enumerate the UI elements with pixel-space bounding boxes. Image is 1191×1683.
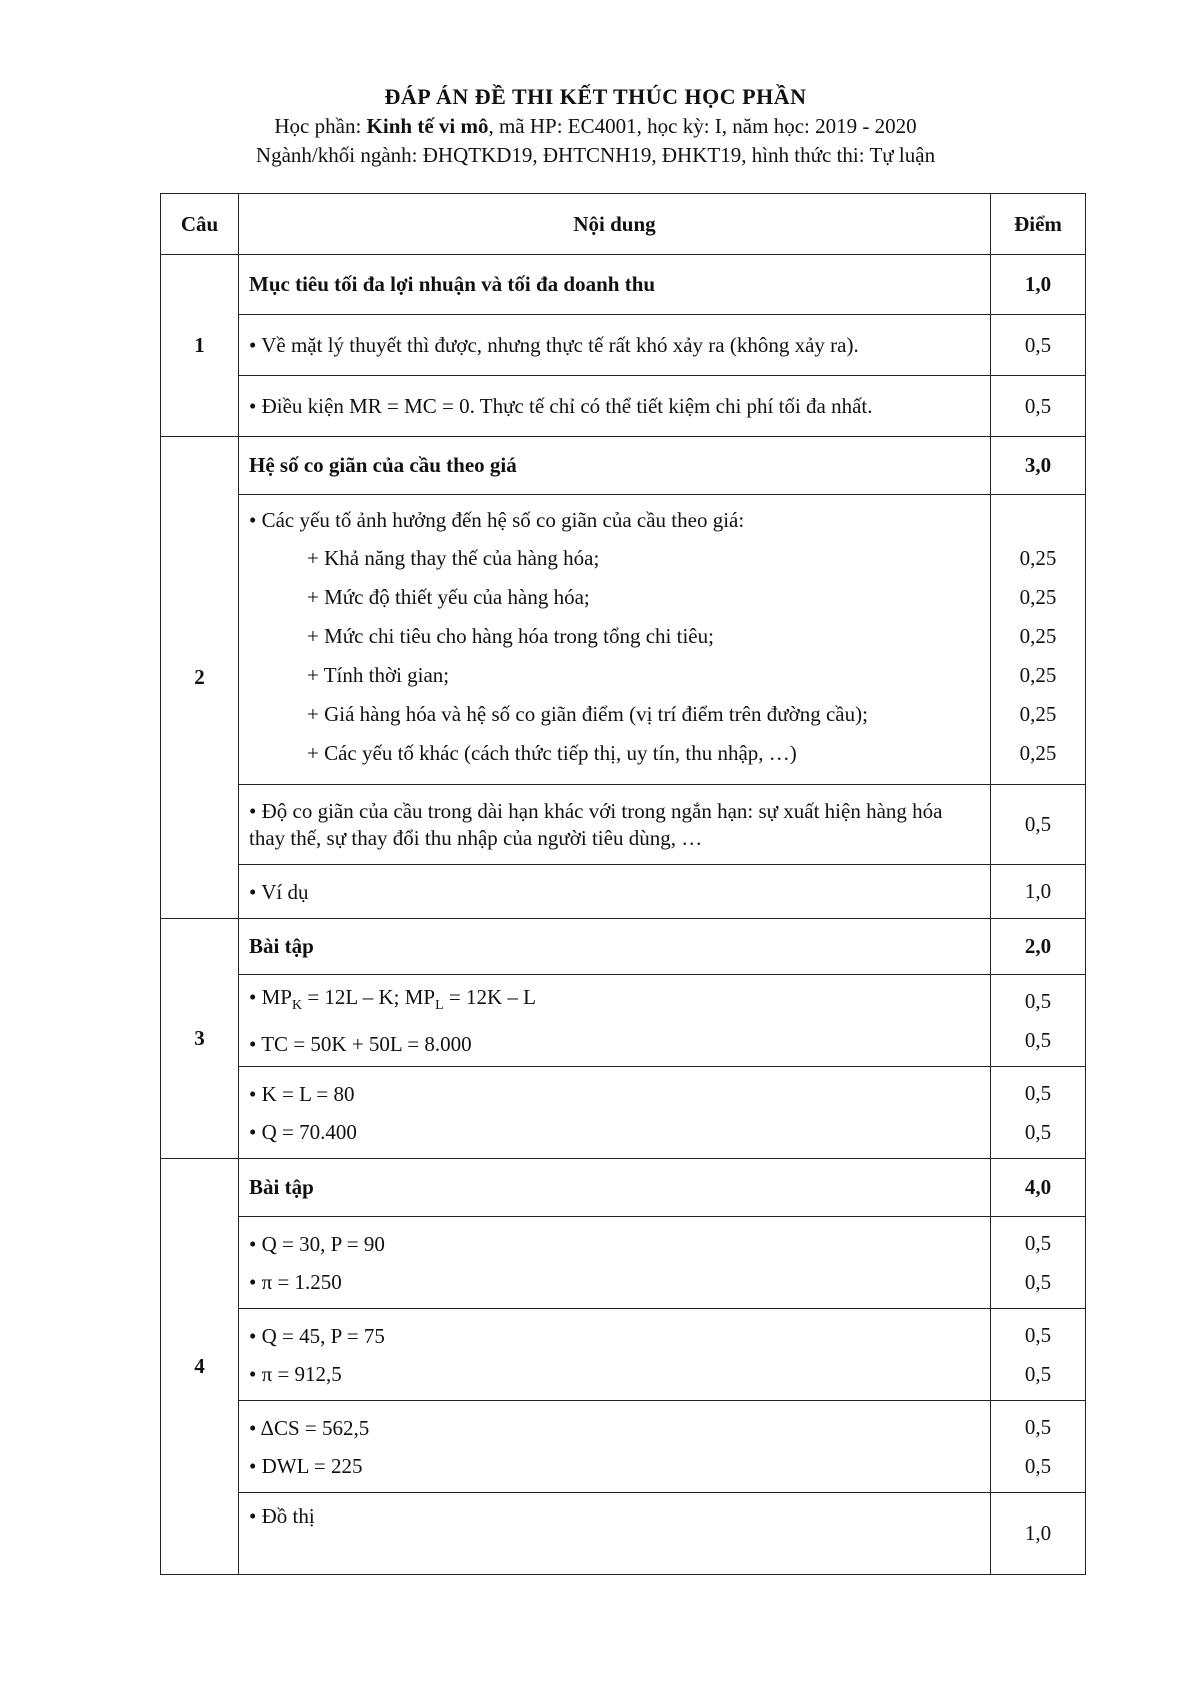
document-title: ĐÁP ÁN ĐỀ THI KẾT THÚC HỌC PHẦN [384,84,807,109]
course-details: , mã HP: EC4001, học kỳ: I, năm học: 2019 - 2020 [488,114,917,138]
answer-points: 1,0 [1024,879,1052,903]
section-title: Hệ số co giãn của cầu theo giá [239,437,991,495]
course-info-line [0,112,1191,141]
section-points: 1,0 [1024,272,1052,296]
section-points: 4,0 [1024,1175,1052,1199]
section-title: Bài tập [239,919,991,975]
factor-item: + Tính thời gian; [307,663,450,687]
answer-points: 0,5 [1024,988,1052,1013]
section-title: Mục tiêu tối đa lợi nhuận và tối đa doanh thu [239,255,991,315]
answer-item: • K = L = 80 [249,1075,980,1113]
header-points: Điểm [991,194,1086,255]
marginal-product-formula: • $MP_K = 12L - K$; $MP_L = 12K - L$ [249,978,980,1025]
answer-item: • Đồ thị [249,1497,980,1535]
answer-points: 0,5 [1024,1269,1052,1294]
factor-points: 0,25 [1019,624,1057,648]
question-number: 1 [161,255,239,437]
answer-points: 0,5 [1024,393,1052,418]
answer-points: 0,5 [1024,1027,1052,1052]
document-header [0,82,1191,170]
factor-points: 0,25 [1019,741,1057,765]
answer-points: 0,5 [1024,1119,1052,1144]
table-row [161,255,1086,315]
table-row [161,1493,1086,1575]
factor-points: 0,25 [1019,702,1057,726]
answer-item: • Q = 70.400 [249,1113,980,1151]
answer-item: • π = 912,5 [249,1355,980,1393]
answer-item: • Q = 45, P = 75 [249,1317,980,1355]
section-title: Bài tập [239,1159,991,1217]
table-header-row [161,194,1086,255]
answer-item: • Điều kiện MR = MC = 0. Thực tế chỉ có thể tiết kiệm chi phí tối đa nhất. [249,387,980,425]
answer-item: • Các yếu tố ảnh hưởng đến hệ số co giãn của cầu theo giá: [249,501,980,539]
table-row [161,1309,1086,1401]
table-row [161,975,1086,1067]
answer-item: • π = 1.250 [249,1263,980,1301]
table-row [161,1217,1086,1309]
answer-points: 0,5 [1024,1361,1052,1386]
table-row [161,865,1086,919]
answer-points: 0,5 [1024,1453,1052,1478]
question-number: 3 [161,919,239,1159]
factor-item: + Mức độ thiết yếu của hàng hóa; [307,585,590,609]
question-number: 4 [161,1159,239,1575]
answer-points: 0,5 [1024,1080,1052,1105]
table-row [161,437,1086,495]
table-row [161,1159,1086,1217]
answer-item: • Q = 30, P = 90 [249,1225,980,1263]
table-row [161,315,1086,376]
answer-item: • Ví dụ [249,873,980,911]
table-row [161,376,1086,437]
table-row [161,495,1086,785]
answer-item: • TC = 50K + 50L = 8.000 [249,1025,980,1063]
answer-item: • DWL = 225 [249,1447,980,1485]
table-row [161,1401,1086,1493]
table-row [161,919,1086,975]
answer-key-table [160,193,1086,1575]
header-content: Nội dung [239,194,991,255]
answer-points: 0,5 [1024,812,1052,836]
factor-item: + Mức chi tiêu cho hàng hóa trong tổng chi tiêu; [307,624,714,648]
course-label: Học phần: [274,114,367,138]
factor-points: 0,25 [1019,663,1057,687]
answer-points: 0,5 [1024,1322,1052,1347]
factor-points: 0,25 [1019,546,1057,570]
factor-item: + Khả năng thay thế của hàng hóa; [307,546,600,570]
answer-points: 1,0 [1024,1521,1052,1545]
table-row [161,785,1086,865]
section-points: 2,0 [1024,934,1052,958]
program-info-line: Ngành/khối ngành: ĐHQTKD19, ĐHTCNH19, ĐHKT19, hình thức thi: Tự luận [255,143,936,167]
answer-item: • Độ co giãn của cầu trong dài hạn khác với trong ngắn hạn: sự xuất hiện hàng hóa thay thế, sự thay đổi thu nhập của người tiêu dùng, … [249,790,980,860]
factor-points: 0,25 [1019,585,1057,609]
answer-points: 0,5 [1024,332,1052,357]
header-question: Câu [161,194,239,255]
question-number: 2 [161,437,239,919]
table-row [161,1067,1086,1159]
answer-item: • Về mặt lý thuyết thì được, nhưng thực tế rất khó xảy ra (không xảy ra). [249,326,980,364]
answer-points: 0,5 [1024,1230,1052,1255]
section-points: 3,0 [1024,453,1052,477]
answer-points: 0,5 [1024,1414,1052,1439]
factor-item: + Các yếu tố khác (cách thức tiếp thị, uy tín, thu nhập, …) [307,741,797,765]
answer-item: • ΔCS = 562,5 [249,1409,980,1447]
factor-item: + Giá hàng hóa và hệ số co giãn điểm (vị trí điểm trên đường cầu); [307,702,868,726]
course-name: Kinh tế vi mô [366,114,489,138]
